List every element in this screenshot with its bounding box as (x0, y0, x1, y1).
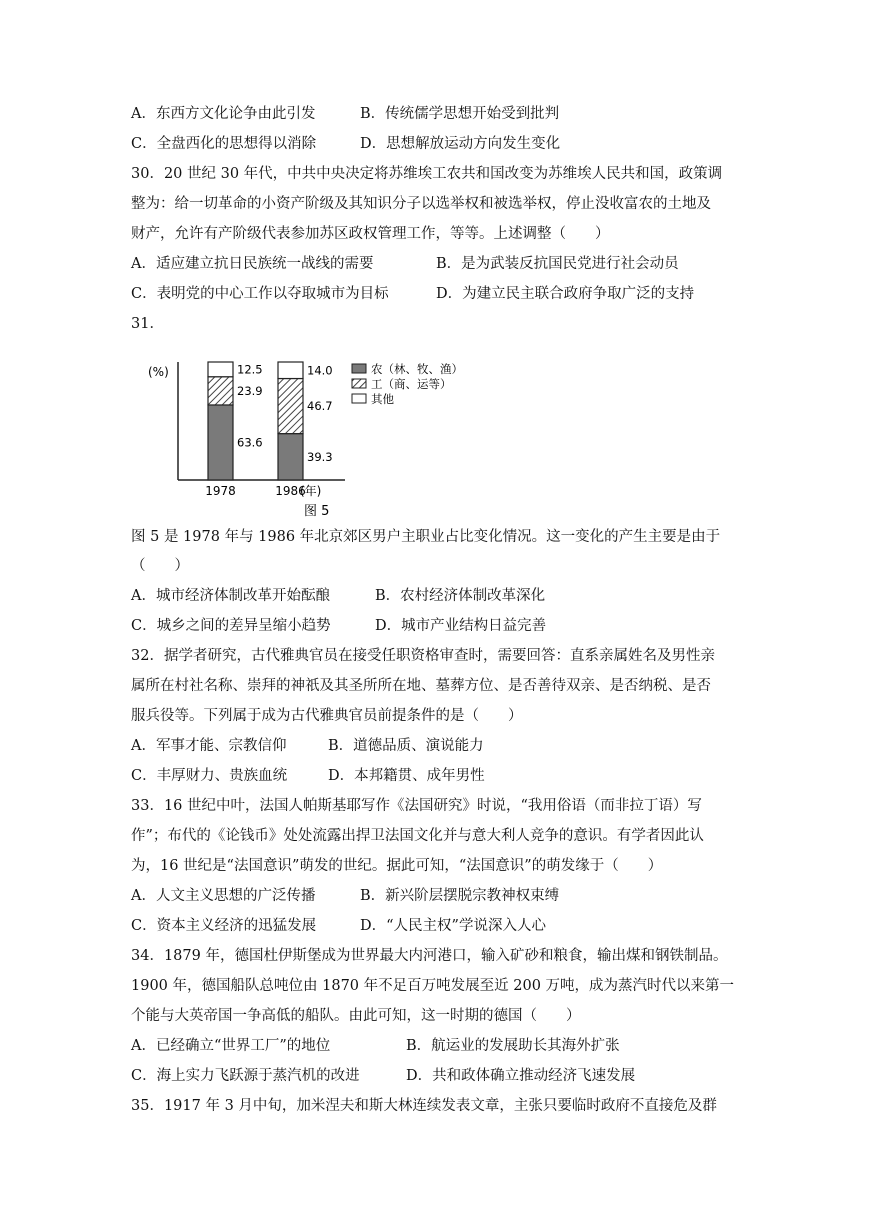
q34-stem-line1: 34．1879 年，德国杜伊斯堡成为世界最大内河港口，输入矿砂和粮食，输出煤和钢铁制品。 (131, 948, 728, 964)
q33-option-d: D．“人民主权”学说深入人心 (360, 918, 546, 934)
legend-swatch-2 (352, 394, 366, 403)
bar-1986-series-0 (278, 434, 303, 480)
chart-legend (352, 362, 463, 406)
q31-stem-line2: （ ） (131, 558, 189, 574)
bar-1978-series-1 (208, 377, 233, 405)
q29-option-d: D．思想解放运动方向发生变化 (360, 136, 561, 152)
q31-option-d: D．城市产业结构日益完善 (375, 618, 547, 634)
q34-stem-line2: 1900 年，德国船队总吨位由 1870 年不足百万吨发展至近 200 万吨，成为蒸汽时代以来第一 (131, 978, 735, 994)
q31-option-b: B．农村经济体制改革深化 (375, 588, 546, 604)
q35-stem-line1: 35．1917 年 3 月中旬，加米涅夫和斯大林连续发表文章，主张只要临时政府不直接危及群 (131, 1098, 717, 1114)
q30-option-a: A．适应建立抗日民族统一战线的需要 (131, 256, 374, 272)
legend-label-0: 农（林、牧、渔） (371, 362, 463, 376)
q31-stem-line1: 图 5 是 1978 年与 1986 年北京郊区男户主职业占比变化情况。这一变化的产生主要是由于 (131, 529, 721, 545)
q33-stem-line2: 作”；布代的《论钱币》处处流露出捍卫法国文化并与意大利人竞争的意识。有学者因此认 (131, 828, 704, 844)
q30-option-b: B．是为武装反抗国民党进行社会动员 (436, 256, 679, 272)
q34-option-b: B．航运业的发展助长其海外扩张 (406, 1038, 620, 1054)
q29-option-c: C．全盘西化的思想得以消除 (131, 136, 317, 152)
q30-option-d: D．为建立民主联合政府争取广泛的支持 (436, 286, 695, 302)
bar-1986-series-1 (278, 379, 303, 434)
q30-stem-line2: 整为：给一切革命的小资产阶级及其知识分子以选举权和被选举权，停止没收富农的土地及 (131, 196, 711, 212)
q33-option-a: A．人文主义思想的广泛传播 (131, 888, 316, 904)
bar-1978-series-0 (208, 405, 233, 480)
q29-option-a: A．东西方文化论争由此引发 (131, 106, 316, 122)
legend-label-2: 其他 (371, 392, 394, 406)
x-axis-unit: (年) (300, 484, 322, 498)
q34-stem-line3: 个能与大英帝国一争高低的船队。由此可知，这一时期的德国（ ） (131, 1008, 581, 1024)
q32-option-b: B．道德品质、演说能力 (328, 738, 484, 754)
q31-option-a: A．城市经济体制改革开始酝酿 (131, 588, 330, 604)
occupation-share-chart (140, 352, 540, 522)
q30-stem-line1: 30．20 世纪 30 年代，中共中央决定将苏维埃工农共和国改变为苏维埃人民共和国，政策调 (131, 166, 723, 182)
q33-stem-line3: 为，16 世纪是“法国意识”萌发的世纪。据此可知，“法国意识”的萌发缘于（ ） (131, 858, 663, 874)
q32-stem-line3: 服兵役等。下列属于成为古代雅典官员前提条件的是（ ） (131, 708, 523, 724)
chart-bars (208, 362, 333, 480)
q31-option-c: C．城乡之间的差异呈缩小趋势 (131, 618, 331, 634)
x-tick-1978: 1978 (205, 484, 236, 498)
q31-number: 31． (131, 316, 164, 332)
legend-swatch-1 (352, 379, 366, 388)
data-label-1986-series-0: 39.3 (307, 449, 333, 464)
q34-option-c: C．海上实力飞跃源于蒸汽机的改进 (131, 1068, 360, 1084)
data-label-1978-series-2: 12.5 (237, 362, 263, 377)
q33-stem-line1: 33．16 世纪中叶，法国人帕斯基耶写作《法国研究》时说，“我用俗语（而非拉丁语）写 (131, 798, 702, 814)
q34-option-a: A．已经确立“世界工厂”的地位 (131, 1038, 331, 1054)
data-label-1978-series-1: 23.9 (237, 383, 263, 398)
q32-option-c: C．丰厚财力、贵族血统 (131, 768, 288, 784)
q33-option-b: B．新兴阶层摆脱宗教神权束缚 (360, 888, 560, 904)
data-label-1978-series-0: 63.6 (237, 435, 263, 450)
bar-1978-series-2 (208, 362, 233, 377)
q34-option-d: D．共和政体确立推动经济飞速发展 (406, 1068, 636, 1084)
chart-title: 图 5 (304, 504, 330, 519)
q30-stem-line3: 财产，允许有产阶级代表参加苏区政权管理工作，等等。上述调整（ ） (131, 226, 610, 242)
q32-stem-line1: 32．据学者研究，古代雅典官员在接受任职资格审查时，需要回答：直系亲属姓名及男性亲 (131, 648, 715, 664)
q33-option-c: C．资本主义经济的迅猛发展 (131, 918, 317, 934)
q29-option-b: B．传统儒学思想开始受到批判 (360, 106, 560, 122)
data-label-1986-series-1: 46.7 (307, 399, 333, 414)
q32-option-a: A．军事才能、宗教信仰 (131, 738, 287, 754)
q32-option-d: D．本邦籍贯、成年男性 (328, 768, 485, 784)
data-label-1986-series-2: 14.0 (307, 363, 333, 378)
legend-swatch-0 (352, 364, 366, 373)
bar-1986-series-2 (278, 362, 303, 379)
legend-label-1: 工（商、运等） (371, 377, 452, 391)
q30-option-c: C．表明党的中心工作以夺取城市为目标 (131, 286, 389, 302)
x-tick-1986: 1986 (275, 484, 306, 498)
y-axis-label: (%) (148, 365, 169, 379)
q32-stem-line2: 属所在村社名称、崇拜的神祇及其圣所所在地、墓葬方位、是否善待双亲、是否纳税、是否 (131, 678, 711, 694)
